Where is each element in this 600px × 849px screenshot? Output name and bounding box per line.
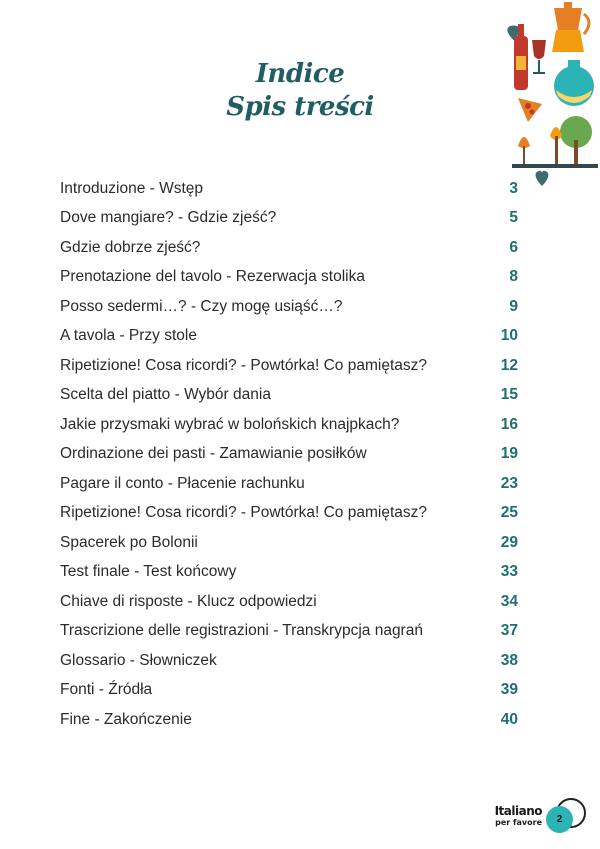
toc-entry-page: 15 [500, 386, 518, 404]
page-title [0, 58, 600, 124]
toc-entry-label: Gdzie dobrze zjeść? [60, 238, 201, 256]
logo-line1: Italiano [494, 804, 542, 818]
toc-entry-page: 23 [500, 474, 518, 492]
toc-entry[interactable] [60, 676, 518, 706]
toc-entry-page: 10 [500, 327, 518, 345]
title-polish: Spis treści [226, 92, 374, 122]
toc-entry-label: Fine - Zakończenie [60, 710, 192, 728]
toc-entry-label: Chiave di risposte - Klucz odpowiedzi [60, 592, 317, 610]
toc-entry-page: 16 [500, 415, 518, 433]
toc-entry-label: Pagare il conto - Płacenie rachunku [60, 474, 305, 492]
toc-entry-label: Ordinazione dei pasti - Zamawianie posiłków [60, 445, 367, 463]
toc-entry-page: 37 [500, 622, 518, 640]
toc-entry-label: Fonti - Źródła [60, 681, 153, 699]
toc-entry-label: Introduzione - Wstęp [60, 179, 204, 197]
toc-entry[interactable] [60, 322, 518, 352]
toc-entry-label: Test finale - Test końcowy [60, 563, 237, 581]
toc-entry-label: Glossario - Słowniczek [60, 651, 217, 669]
toc-entry[interactable] [60, 174, 518, 204]
toc-entry-label: Trascrizione delle registrazioni - Transkrypcja nagrań [60, 622, 423, 640]
toc-entry[interactable] [60, 469, 518, 499]
toc-entry-label: Spacerek po Bolonii [60, 533, 198, 551]
toc-entry-label: Dove mangiare? - Gdzie zjeść? [60, 209, 277, 227]
toc-entry[interactable] [60, 381, 518, 411]
toc-entry-page: 34 [500, 592, 518, 610]
toc-entry[interactable] [60, 263, 518, 293]
toc-entry[interactable] [60, 440, 518, 470]
table-of-contents [60, 174, 518, 735]
toc-entry[interactable] [60, 233, 518, 263]
toc-entry[interactable] [60, 351, 518, 381]
toc-entry[interactable] [60, 292, 518, 322]
toc-entry-label: Posso sedermi…? - Czy mogę usiąść…? [60, 297, 343, 315]
footer-logo [484, 796, 588, 840]
toc-entry-page: 39 [500, 681, 518, 699]
toc-entry-label: Prenotazione del tavolo - Rezerwacja stolika [60, 268, 365, 286]
toc-entry-page: 40 [500, 710, 518, 728]
title-italian: Indice [255, 59, 345, 89]
toc-entry[interactable] [60, 646, 518, 676]
toc-entry-page: 38 [500, 651, 518, 669]
toc-entry-label: Ripetizione! Cosa ricordi? - Powtórka! Co pamiętasz? [60, 504, 427, 522]
logo-line2: per favore [495, 818, 542, 827]
toc-entry[interactable] [60, 204, 518, 234]
toc-entry-page: 5 [509, 209, 518, 227]
toc-entry[interactable] [60, 587, 518, 617]
toc-entry[interactable] [60, 617, 518, 647]
toc-entry-page: 12 [500, 356, 518, 374]
toc-entry-page: 8 [509, 268, 518, 286]
toc-entry[interactable] [60, 410, 518, 440]
toc-entry-page: 3 [509, 179, 518, 197]
toc-entry-label: Ripetizione! Cosa ricordi? - Powtórka! Co pamiętasz? [60, 356, 427, 374]
toc-entry-label: Jakie przysmaki wybrać w bolońskich knajpkach? [60, 415, 400, 433]
toc-entry-page: 33 [500, 563, 518, 581]
toc-entry-page: 6 [509, 238, 518, 256]
moka-pot-icon [552, 2, 589, 52]
toc-entry-page: 25 [500, 504, 518, 522]
toc-entry[interactable] [60, 558, 518, 588]
toc-entry[interactable] [60, 705, 518, 735]
toc-entry-page: 29 [500, 533, 518, 551]
toc-entry[interactable] [60, 499, 518, 529]
toc-entry[interactable] [60, 528, 518, 558]
toc-entry-page: 9 [509, 297, 518, 315]
heart-icon [536, 171, 549, 186]
page-number: 2 [546, 806, 573, 833]
toc-entry-label: Scelta del piatto - Wybór dania [60, 386, 271, 404]
logo-text [484, 806, 542, 828]
toc-entry-label: A tavola - Przy stole [60, 327, 197, 345]
toc-entry-page: 19 [500, 445, 518, 463]
